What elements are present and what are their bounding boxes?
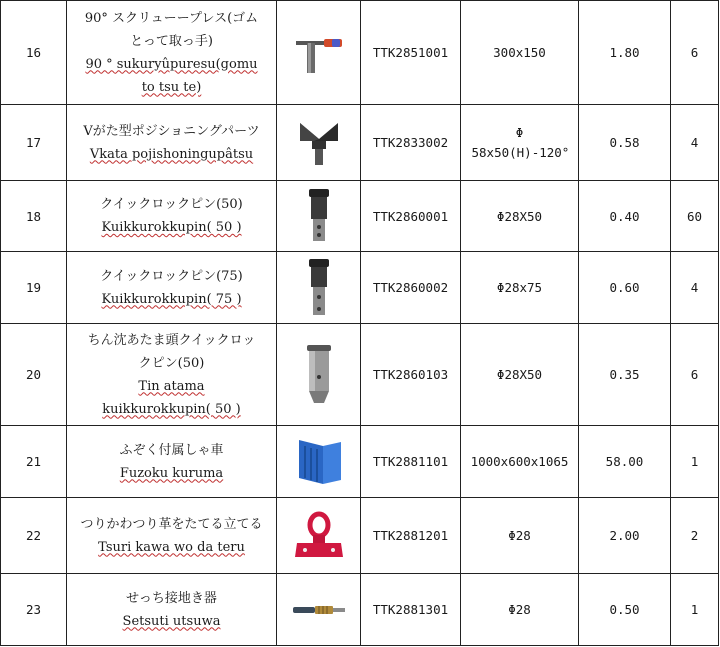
part-image xyxy=(277,1,361,105)
accessory-cart-icon xyxy=(293,436,345,488)
part-image xyxy=(277,105,361,181)
part-spec: Φ28 xyxy=(461,574,579,646)
part-spec: Φ28x75 xyxy=(461,252,579,324)
part-code: TTK2860002 xyxy=(361,252,461,324)
part-code: TTK2860103 xyxy=(361,324,461,426)
grounding-device-icon xyxy=(291,598,347,622)
table-row xyxy=(1,252,719,324)
part-name-jp: せっち接地き器 xyxy=(126,590,217,606)
table-row xyxy=(1,574,719,646)
part-name-romaji: Kuikkurokkupin( 50 ) xyxy=(101,220,242,235)
part-name-romaji: Kuikkurokkupin( 75 ) xyxy=(101,291,242,307)
part-spec: 300x150 xyxy=(461,1,579,105)
part-name-romaji: Tsuri kawa wo da teru xyxy=(98,539,245,555)
table-row xyxy=(1,181,719,252)
part-spec: Φ28X50 xyxy=(461,324,579,426)
part-qty: 2 xyxy=(671,498,719,574)
quick-lock-pin-icon xyxy=(297,187,341,245)
part-name-jp: Vがた型ポジショニングパーツ xyxy=(83,123,260,139)
part-qty: 1 xyxy=(671,574,719,646)
table-row xyxy=(1,426,719,498)
part-name xyxy=(67,105,277,181)
row-number: 23 xyxy=(1,574,67,646)
row-number: 17 xyxy=(1,105,67,181)
part-code: TTK2881201 xyxy=(361,498,461,574)
table-row xyxy=(1,324,719,426)
part-qty: 1 xyxy=(671,426,719,498)
part-name-romaji: Tin atama kuikkurokkupin( 50 ) xyxy=(102,378,241,417)
part-image xyxy=(277,426,361,498)
part-weight: 0.40 xyxy=(579,181,671,252)
part-image xyxy=(277,324,361,426)
part-spec: Φ28 xyxy=(461,498,579,574)
table-row xyxy=(1,105,719,181)
part-name xyxy=(67,498,277,574)
part-name xyxy=(67,426,277,498)
part-weight: 0.60 xyxy=(579,252,671,324)
v-positioning-part-icon xyxy=(294,119,344,167)
part-qty: 6 xyxy=(671,324,719,426)
part-code: TTK2833002 xyxy=(361,105,461,181)
part-code: TTK2860001 xyxy=(361,181,461,252)
part-weight: 2.00 xyxy=(579,498,671,574)
part-spec-value: Φ 58x50(H)-120° xyxy=(471,124,570,160)
part-weight: 1.80 xyxy=(579,1,671,105)
row-number: 20 xyxy=(1,324,67,426)
part-name xyxy=(67,181,277,252)
part-image xyxy=(277,498,361,574)
part-name-jp: クイックロックピン(75) xyxy=(100,268,243,284)
quick-lock-pin-icon xyxy=(297,257,341,319)
part-weight: 0.35 xyxy=(579,324,671,426)
part-weight: 58.00 xyxy=(579,426,671,498)
part-image xyxy=(277,574,361,646)
countersunk-lock-pin-icon xyxy=(296,343,342,407)
lifting-ring-icon xyxy=(291,511,347,561)
part-weight: 0.58 xyxy=(579,105,671,181)
part-name-romaji: Fuzoku kuruma xyxy=(119,465,224,481)
part-qty: 4 xyxy=(671,252,719,324)
part-code: TTK2881301 xyxy=(361,574,461,646)
table-row xyxy=(1,498,719,574)
part-qty: 6 xyxy=(671,1,719,105)
row-number: 19 xyxy=(1,252,67,324)
part-image xyxy=(277,181,361,252)
press-screw-icon xyxy=(294,29,344,77)
table-row xyxy=(1,1,719,105)
row-number: 18 xyxy=(1,181,67,252)
row-number: 16 xyxy=(1,1,67,105)
part-spec xyxy=(461,105,579,181)
part-name-romaji: 90 ° sukuryûpuresu(gomu to tsu te) xyxy=(85,56,258,95)
part-name xyxy=(67,324,277,426)
part-spec: Φ28X50 xyxy=(461,181,579,252)
part-name-romaji: Setsuti utsuwa xyxy=(122,613,221,629)
part-qty: 60 xyxy=(671,181,719,252)
part-qty: 4 xyxy=(671,105,719,181)
row-number: 21 xyxy=(1,426,67,498)
part-name xyxy=(67,252,277,324)
part-name-jp: 90° スクリューープレス(ゴムとって取っ手) xyxy=(84,10,259,49)
part-name xyxy=(67,574,277,646)
part-code: TTK2881101 xyxy=(361,426,461,498)
part-name-jp: クイックロックピン(50) xyxy=(100,197,243,212)
row-number: 22 xyxy=(1,498,67,574)
part-name-romaji: Vkata pojishoningupâtsu xyxy=(89,146,254,162)
part-image xyxy=(277,252,361,324)
part-code: TTK2851001 xyxy=(361,1,461,105)
part-spec: 1000x600x1065 xyxy=(461,426,579,498)
part-name-jp: ちん沈あたま頭クイックロックピン(50) xyxy=(87,332,256,371)
part-name xyxy=(67,1,277,105)
part-name-jp: つりかわつり革をたてる立てる xyxy=(80,516,263,532)
part-weight: 0.50 xyxy=(579,574,671,646)
part-name-jp: ふぞく付属しゃ車 xyxy=(119,442,224,458)
